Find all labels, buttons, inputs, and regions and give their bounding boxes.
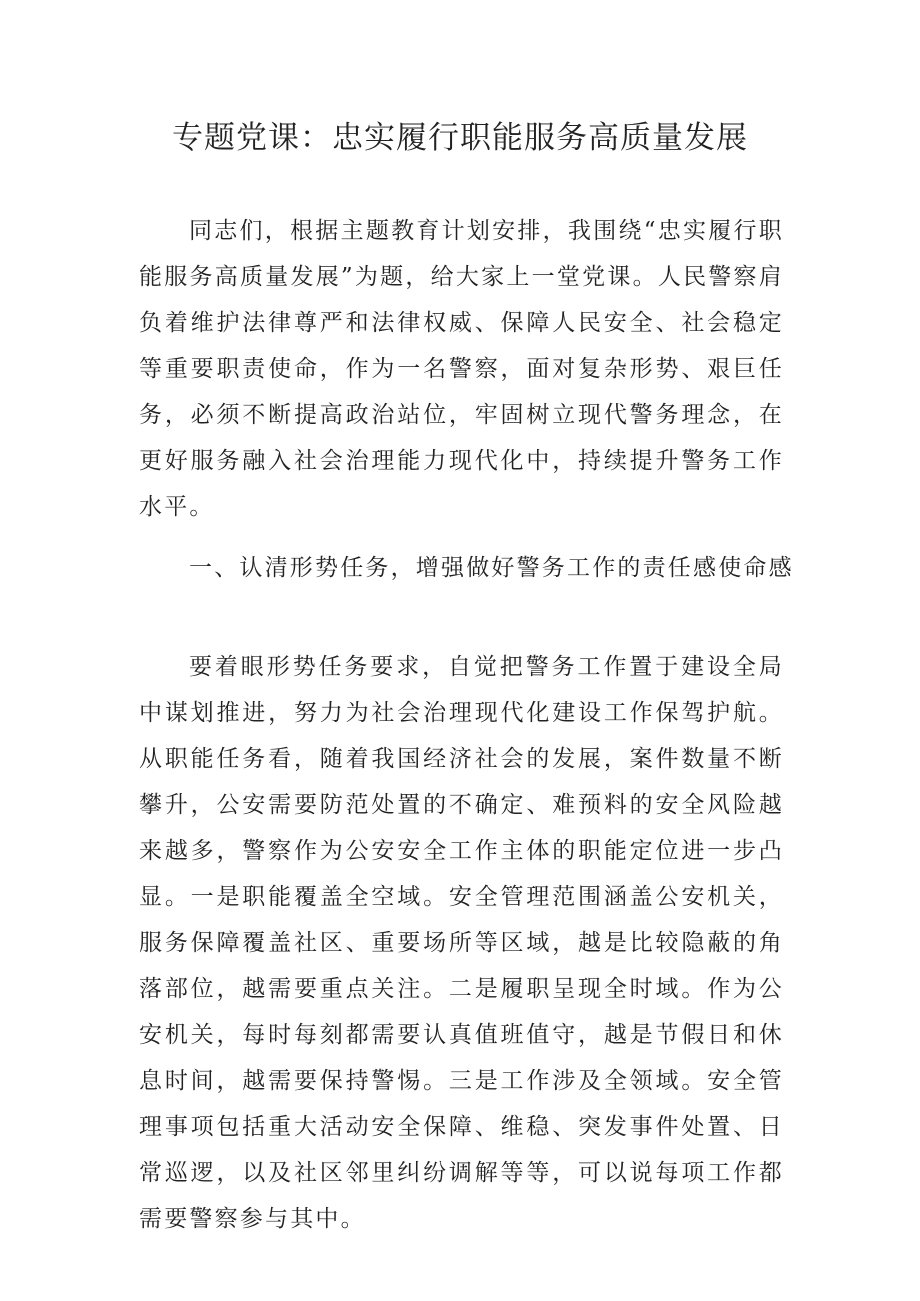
intro-paragraph: 同志们，根据主题教育计划安排，我围绕“忠实履行职能服务高质量发展”为题，给大家上一堂党课。人民警察肩负着维护法律尊严和法律权威、保障人民安全、社会稳定等重要职责使命，作为一名警察，面对复杂形势、艰巨任务，必须不断提高政治站位，牢固树立现代警务理念，在更好服务融入社会治理能力现代化中，持续提升警务工作水平。 [139, 218, 784, 520]
section-heading-block [139, 545, 794, 591]
document-title: 专题党课：忠实履行职能服务高质量发展 [172, 120, 748, 156]
section-body-block [139, 644, 784, 1242]
section-paragraph-1: 要着眼形势任务要求，自觉把警务工作置于建设全局中谋划推进，努力为社会治理现代化建设工作保驾护航。从职能任务看，随着我国经济社会的发展，案件数量不断攀升，公安需要防范处置的不确定、难预料的安全风险越来越多，警察作为公安安全工作主体的职能定位进一步凸显。一是职能覆盖全空域。安全管理范围涵盖公安机关，服务保障覆盖社区、重要场所等区域，越是比较隐蔽的角落部位，越需要重点关注。二是履职呈现全时域。作为公安机关，每时每刻都需要认真值班值守，越是节假日和休息时间，越需要保持警惕。三是工作涉及全领域。安全管理事项包括重大活动安全保障、维稳、突发事件处置、日常巡逻，以及社区邻里纠纷调解等等，可以说每项工作都需要警察参与其中。 [139, 654, 784, 1232]
intro-block [139, 208, 784, 530]
section-heading-1: 一、认清形势任务，增强做好警务工作的责任感使命感 [189, 555, 794, 581]
